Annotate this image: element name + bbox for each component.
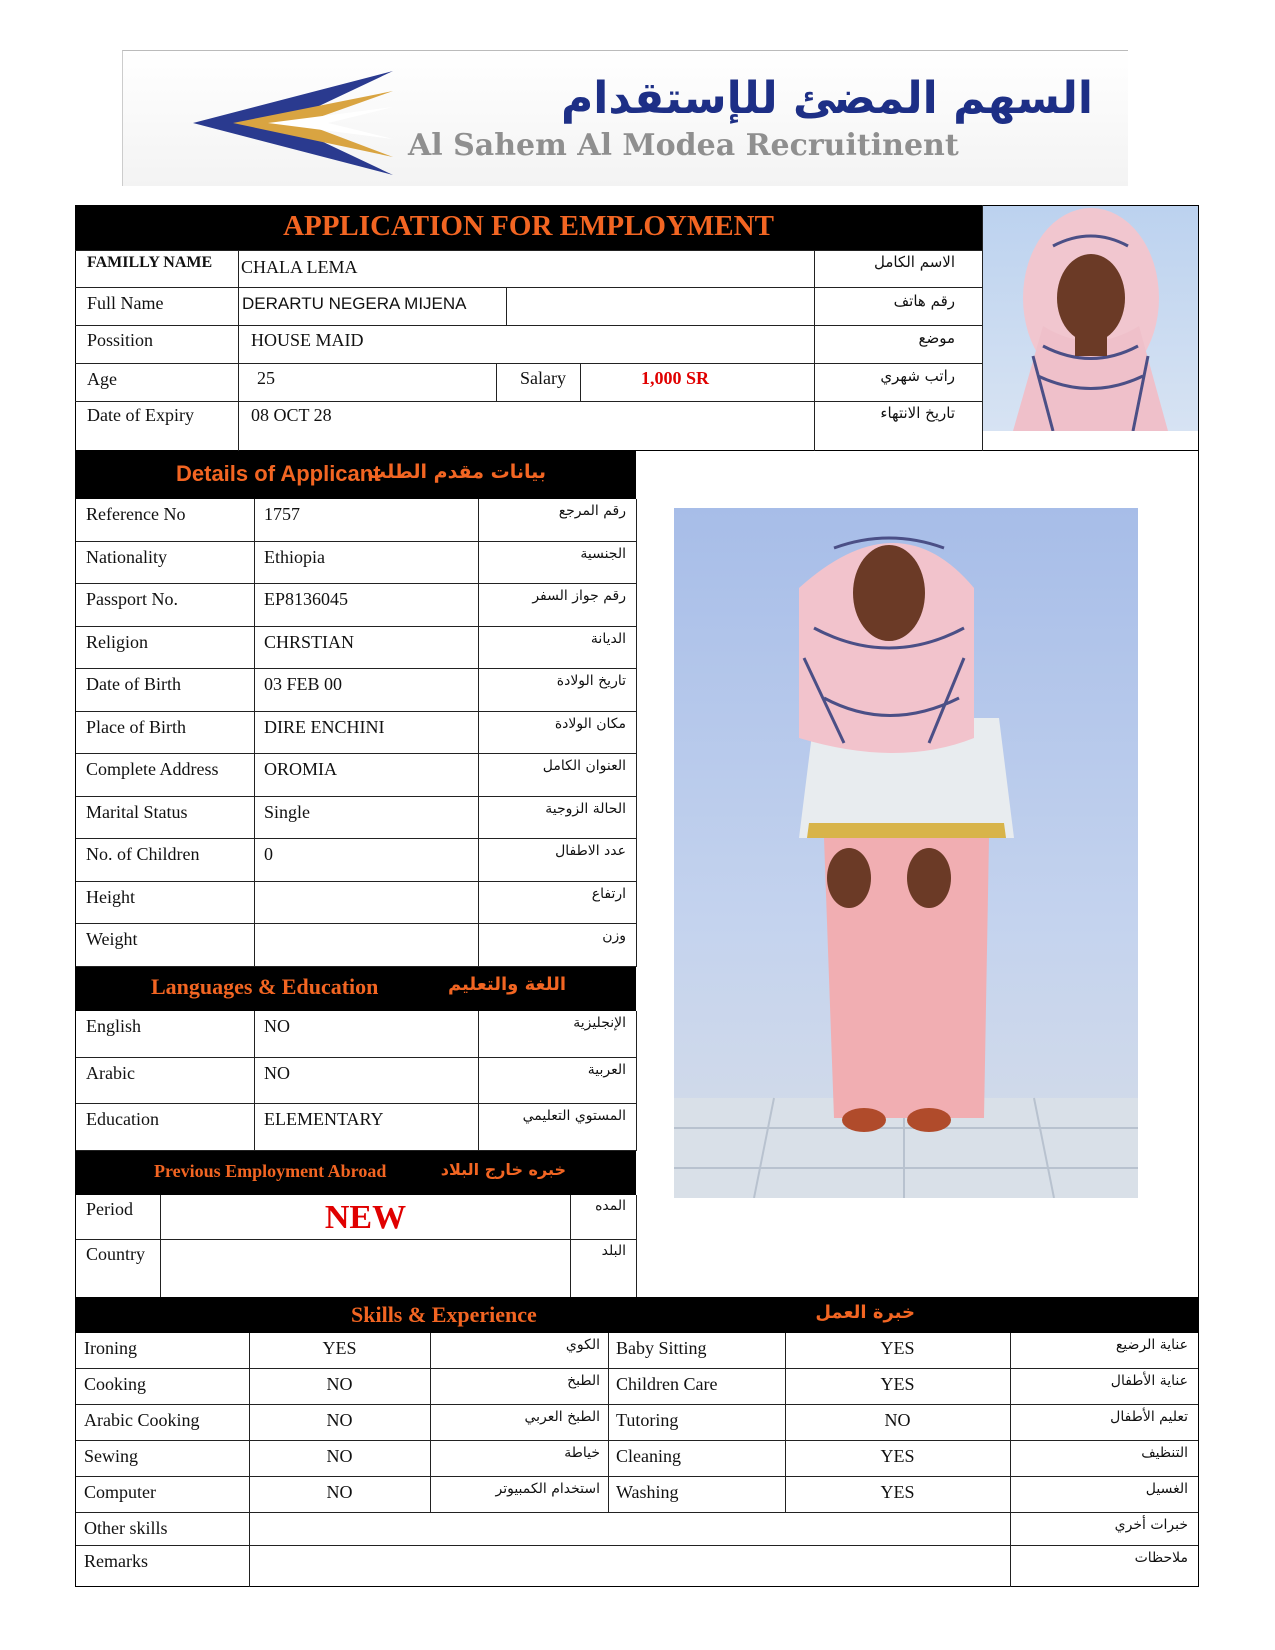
skill-label: Tutoring: [616, 1410, 679, 1430]
application-title: APPLICATION FOR EMPLOYMENT: [283, 210, 774, 242]
details-row-label: Place of Birth: [86, 716, 186, 737]
skill-label: Computer: [84, 1482, 156, 1502]
family-name-arabic: الاسم الكامل: [873, 253, 955, 271]
details-row-arabic: الجنسية: [580, 545, 626, 562]
logo-english-text: Al Sahem Al Modea Recruitinent: [408, 128, 959, 163]
details-row-arabic: الديانة: [590, 630, 626, 647]
expiry-value: 08 OCT 28: [251, 405, 332, 425]
skills-title-en: Skills & Experience: [351, 1302, 537, 1327]
skill-arabic: الكوي: [565, 1337, 600, 1353]
expiry-label: Date of Expiry: [87, 405, 194, 425]
country-arabic: البلد: [601, 1243, 626, 1259]
logo-arabic-text: السهم المضئ للإستقدام: [561, 73, 1093, 124]
language-row-value: NO: [264, 1016, 290, 1036]
skill-label: Cleaning: [616, 1446, 681, 1466]
company-logo: [122, 50, 1128, 186]
details-row-value: 1757: [264, 504, 300, 524]
skill-arabic: عناية الأطفال: [1110, 1373, 1188, 1389]
application-header: [75, 205, 1199, 451]
details-row-label: Religion: [86, 631, 148, 652]
details-table: [76, 499, 636, 967]
details-row-value: 03 FEB 00: [264, 674, 343, 694]
salary-label: Salary: [520, 368, 566, 388]
applicant-photo-large: [674, 508, 1138, 1198]
details-row-arabic: عدد الاطفال: [555, 843, 626, 859]
skills-title-ar: خبرة العمل: [815, 1302, 915, 1323]
country-label: Country: [86, 1244, 146, 1264]
skill-arabic: الطبخ: [567, 1373, 600, 1389]
previous-table: [76, 1195, 636, 1297]
skill-label: Washing: [616, 1482, 679, 1502]
details-row-arabic: الحالة الزوجية: [545, 800, 626, 817]
skill-label: Sewing: [84, 1446, 138, 1466]
details-row-value: Ethiopia: [264, 546, 325, 567]
applicant-photo-small: [983, 206, 1198, 431]
details-row-value: DIRE ENCHINI: [264, 716, 385, 737]
other-skills-arabic: خبرات أخري: [1114, 1517, 1188, 1533]
skill-value: YES: [322, 1338, 357, 1358]
skill-arabic: خياطة: [564, 1445, 600, 1461]
details-title-en: Details of Applicant: [176, 461, 381, 486]
skill-label: Arabic Cooking: [84, 1410, 200, 1430]
skill-value: YES: [880, 1482, 915, 1502]
skills-table: [75, 1333, 1199, 1587]
previous-title-en: Previous Employment Abroad: [154, 1161, 387, 1181]
details-row-label: Marital Status: [86, 801, 188, 822]
position-value: HOUSE MAID: [251, 330, 364, 350]
details-row-arabic: رقم جواز السفر: [532, 588, 626, 604]
details-row-label: Weight: [86, 929, 138, 949]
language-row-arabic: الإنجليزية: [573, 1015, 626, 1031]
skill-value: NO: [884, 1410, 911, 1430]
skill-label: Children Care: [616, 1374, 718, 1394]
skill-arabic: الغسيل: [1145, 1481, 1188, 1497]
details-row-arabic: العنوان الكامل: [542, 758, 626, 774]
phone-arabic: رقم هاتف: [893, 292, 955, 310]
skill-label: Baby Sitting: [616, 1338, 707, 1358]
position-label: Possition: [87, 330, 154, 350]
family-name-value: CHALA LEMA: [241, 257, 358, 277]
language-row-label: Education: [86, 1109, 159, 1130]
skill-label: Ironing: [84, 1338, 137, 1358]
skill-arabic: استخدام الكمبيوتر: [495, 1481, 600, 1497]
languages-table: [76, 1011, 636, 1151]
details-row-arabic: تاريخ الولادة: [556, 673, 626, 689]
details-row-label: Reference No: [86, 504, 186, 524]
age-value: 25: [257, 368, 275, 388]
period-label: Period: [86, 1199, 133, 1219]
skill-value: NO: [326, 1446, 353, 1466]
skill-arabic: التنظيف: [1141, 1445, 1188, 1461]
details-row-arabic: ارتفاع: [591, 885, 626, 902]
remarks-label: Remarks: [84, 1551, 148, 1571]
main-body: [75, 451, 1199, 1297]
new-status-badge: NEW: [324, 1199, 407, 1236]
salary-value: 1,000 SR: [641, 368, 710, 388]
skills-section: [75, 1297, 1199, 1587]
details-row-label: Height: [86, 886, 135, 907]
details-title-ar: بيانات مقدم الطلب: [367, 461, 546, 483]
previous-title-ar: خبره خارج البلاد: [440, 1160, 566, 1179]
details-row-label: No. of Children: [86, 844, 200, 864]
details-row-arabic: مكان الولادة: [554, 715, 626, 732]
arrow-logo-icon: [193, 71, 393, 181]
age-label: Age: [87, 369, 117, 389]
language-row-arabic: العربية: [587, 1061, 626, 1078]
period-arabic: المده: [595, 1198, 626, 1214]
salary-arabic: راتب شهري: [880, 367, 955, 385]
full-name-value: DERARTU NEGERA MIJENA: [242, 294, 467, 313]
full-name-label: Full Name: [87, 293, 164, 313]
details-row-label: Date of Birth: [86, 674, 181, 694]
details-row-value: EP8136045: [264, 589, 349, 609]
details-row-arabic: وزن: [602, 928, 626, 944]
expiry-arabic: تاريخ الانتهاء: [880, 404, 955, 422]
language-row-label: Arabic: [86, 1062, 135, 1083]
details-row-value: Single: [264, 801, 311, 822]
skill-value: NO: [326, 1374, 353, 1394]
skill-arabic: الطبخ العربي: [524, 1409, 600, 1425]
other-skills-label: Other skills: [84, 1518, 168, 1538]
language-row-value: NO: [264, 1062, 290, 1083]
details-row-value: CHRSTIAN: [264, 631, 355, 652]
skill-label: Cooking: [84, 1374, 147, 1394]
details-row-value: OROMIA: [264, 759, 338, 779]
language-row-label: English: [86, 1016, 142, 1036]
details-row-label: Complete Address: [86, 759, 219, 779]
skill-value: NO: [326, 1482, 353, 1502]
details-row-label: Nationality: [86, 546, 167, 567]
remarks-arabic: ملاحظات: [1134, 1550, 1188, 1566]
skill-arabic: عناية الرضيع: [1115, 1337, 1188, 1353]
details-row-value: 0: [264, 844, 273, 864]
languages-title-en: Languages & Education: [151, 974, 379, 999]
skill-value: YES: [880, 1374, 915, 1394]
family-name-label: FAMILLY NAME: [87, 254, 213, 271]
skill-arabic: تعليم الأطفال: [1110, 1409, 1188, 1425]
details-row-label: Passport No.: [86, 589, 179, 609]
details-row-arabic: رقم المرجع: [558, 503, 626, 519]
language-row-arabic: المستوي التعليمي: [522, 1108, 626, 1125]
position-arabic: موضع: [918, 329, 955, 347]
language-row-value: ELEMENTARY: [264, 1109, 384, 1130]
skill-value: YES: [880, 1446, 915, 1466]
skill-value: YES: [880, 1338, 915, 1358]
skill-value: NO: [326, 1410, 353, 1430]
languages-title-ar: اللغة والتعليم: [447, 974, 566, 995]
